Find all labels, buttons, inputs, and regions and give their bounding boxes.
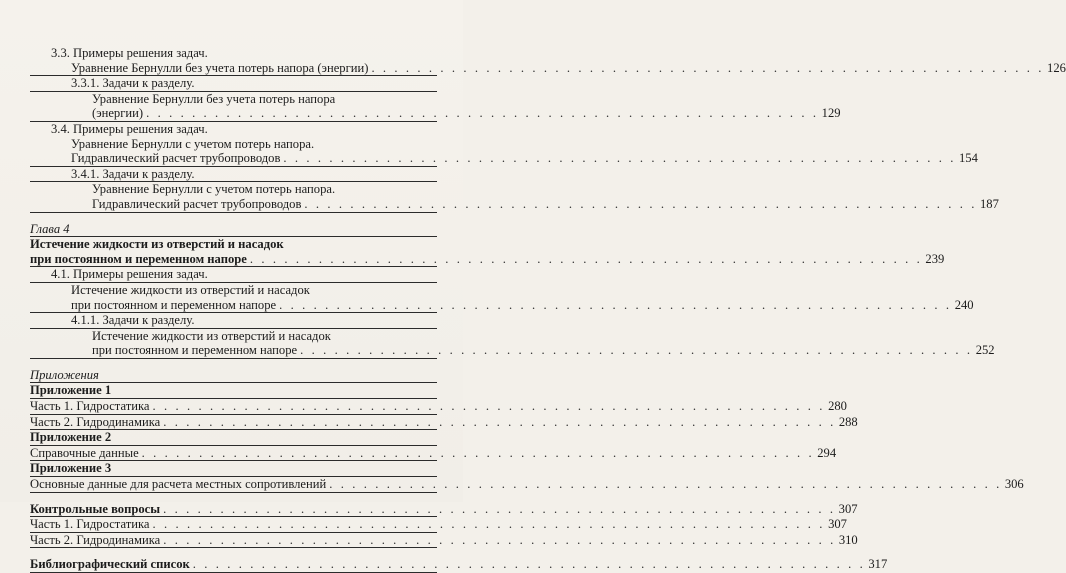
toc-leader-dots: . . . . . . . . . . . . . . . . . . . . . . . . . . . . . . . . . . . . . . . . . . . . . . . . . . . . . . . . . . . xyxy=(249,251,923,266)
toc-entry xyxy=(30,182,437,197)
toc-entry xyxy=(30,76,437,92)
toc-entry xyxy=(30,343,995,359)
toc-page-number: 252 xyxy=(975,343,995,358)
toc-entry-title: Контрольные вопросы xyxy=(30,501,161,516)
toc-entry-title: 3.3. Примеры решения задач. xyxy=(51,46,208,60)
toc-entry xyxy=(30,196,999,213)
toc-spacer xyxy=(30,493,437,502)
toc-entry-title: Библиографический список xyxy=(30,557,190,572)
toc-page-number: 306 xyxy=(1004,477,1024,492)
toc-entry xyxy=(30,517,847,533)
toc-entry xyxy=(30,167,437,183)
toc-leader-dots: . . . . . . . . . . . . . . . . . . . . . . . . . . . . . . . . . . . . . . . . . . . . . . . . . . . . . . . . . . . xyxy=(300,343,973,358)
toc-entry xyxy=(30,461,437,477)
toc-entry-title: при постоянном и переменном напоре xyxy=(71,297,277,312)
toc-entry-title: при постоянном и переменном напоре xyxy=(30,251,247,266)
toc-entry xyxy=(30,60,1066,77)
toc-entry xyxy=(30,313,437,329)
toc-entry-title: Приложение 1 xyxy=(30,383,112,398)
toc-leader-dots: . . . . . . . . . . . . . . . . . . . . . . . . . . . . . . . . . . . . . . . . . . . . . . . . . . . . . . . . . . . xyxy=(141,445,815,460)
toc-entry xyxy=(30,122,437,137)
toc-entry-title: Приложение 3 xyxy=(30,461,112,476)
toc-entry-title: Уравнение Бернулли с учетом потерь напора. xyxy=(92,182,336,197)
toc-entry-title: 3.3.1. Задачи к разделу. xyxy=(71,76,195,91)
toc-entry xyxy=(30,251,945,268)
toc-entry-title: Основные данные для расчета местных сопротивлений xyxy=(30,477,327,492)
toc-leader-dots: . . . . . . . . . . . . . . . . . . . . . . . . . . . . . . . . . . . . . . . . . . . . . . . . . . . . . . . . . . . xyxy=(152,517,826,532)
toc-entry xyxy=(30,532,858,549)
toc-entry xyxy=(30,267,437,283)
toc-leader-dots: . . . . . . . . . . . . . . . . . . . . . . . . . . . . . . . . . . . . . . . . . . . . . . . . . . . . . . . . . . . xyxy=(146,106,819,121)
toc-entry xyxy=(30,222,437,238)
toc-leader-dots: . . . . . . . . . . . . . . . . . . . . . . . . . . . . . . . . . . . . . . . . . . . . . . . . . . . . . . . . . . . xyxy=(192,557,866,572)
toc-entry-title: Часть 2. Гидродинамика xyxy=(30,414,161,429)
toc-entry-title: при постоянном и переменном напоре xyxy=(92,343,298,358)
toc-entry-title: Гидравлический расчет трубопроводов xyxy=(71,151,281,166)
toc-spacer xyxy=(30,213,437,222)
toc-leader-dots: . . . . . . . . . . . . . . . . . . . . . . . . . . . . . . . . . . . . . . . . . . . . . . . . . . . . . . . . . . . xyxy=(279,297,952,312)
toc-entry xyxy=(30,137,437,152)
toc-entry-title: 3.4. Примеры решения задач. xyxy=(51,121,208,136)
toc-entry-title: Истечение жидкости из отверстий и насадок xyxy=(30,237,284,252)
toc-entry xyxy=(30,151,978,167)
toc-entry-title: Уравнение Бернулли без учета потерь напора (энергии) xyxy=(71,60,369,75)
toc-entry xyxy=(30,283,437,298)
toc-leader-dots: . . . . . . . . . . . . . . . . . . . . . . . . . . . . . . . . . . . . . . . . . . . . . . . . . . . . . . . . . . . xyxy=(329,477,1002,492)
toc-entry xyxy=(30,445,837,462)
table-of-contents xyxy=(30,46,1066,573)
toc-entry-title: 4.1. Примеры решения задач. xyxy=(51,267,208,282)
toc-entry-title: Приложения xyxy=(30,367,99,382)
toc-entry-title: Справочные данные xyxy=(30,445,139,460)
toc-page-number: 240 xyxy=(954,297,974,312)
toc-leader-dots: . . . . . . . . . . . . . . . . . . . . . . . . . . . . . . . . . . . . . . . . . . . . . . . . . . . . . . . . . . . xyxy=(163,501,836,516)
toc-entry xyxy=(30,92,437,107)
toc-page-number: 288 xyxy=(838,414,858,429)
toc-entry-title: Часть 1. Гидростатика xyxy=(30,517,150,532)
toc-leader-dots: . . . . . . . . . . . . . . . . . . . . . . . . . . . . . . . . . . . . . . . . . . . . . . . . . . . . . . . . . . . xyxy=(163,414,836,429)
toc-page-number: 307 xyxy=(838,501,858,516)
toc-entry xyxy=(30,368,437,384)
toc-entry-title: Гидравлический расчет трубопроводов xyxy=(92,196,302,211)
toc-entry xyxy=(30,501,858,518)
toc-entry-title: Истечение жидкости из отверстий и насадок xyxy=(71,282,310,297)
toc-entry xyxy=(30,329,437,344)
toc-page-number: 239 xyxy=(925,251,945,266)
toc-entry xyxy=(30,297,974,314)
toc-page-number: 280 xyxy=(828,399,847,414)
toc-entry-title: 4.1.1. Задачи к разделу. xyxy=(71,313,195,328)
toc-spacer xyxy=(30,548,437,557)
toc-entry xyxy=(30,414,858,431)
toc-entry-title: Приложение 2 xyxy=(30,430,112,445)
toc-entry-title: 3.4.1. Задачи к разделу. xyxy=(71,166,195,181)
toc-leader-dots: . . . . . . . . . . . . . . . . . . . . . . . . . . . . . . . . . . . . . . . . . . . . . . . . . . . . . . . . . . . xyxy=(304,196,977,211)
toc-leader-dots: . . . . . . . . . . . . . . . . . . . . . . . . . . . . . . . . . . . . . . . . . . . . . . . . . . . . . . . . . . . xyxy=(152,399,826,414)
toc-entry-title: (энергии) xyxy=(92,106,144,121)
toc-entry xyxy=(30,399,847,415)
toc-entry-title: Истечение жидкости из отверстий и насадок xyxy=(92,328,331,343)
toc-leader-dots: . . . . . . . . . . . . . . . . . . . . . . . . . . . . . . . . . . . . . . . . . . . . . . . . . . . . . . . . . . . xyxy=(371,60,1045,75)
toc-entry xyxy=(30,46,437,61)
toc-entry-title: Часть 2. Гидродинамика xyxy=(30,532,161,547)
toc-spacer xyxy=(30,359,437,368)
toc-entry xyxy=(30,477,1024,493)
toc-page-number: 154 xyxy=(959,151,978,166)
toc-page-number: 187 xyxy=(980,196,999,211)
toc-page-number: 126 xyxy=(1047,60,1066,75)
toc-page-number: 307 xyxy=(828,517,847,532)
toc-page-number: 129 xyxy=(821,106,841,121)
toc-page-number: 310 xyxy=(838,532,858,547)
toc-leader-dots: . . . . . . . . . . . . . . . . . . . . . . . . . . . . . . . . . . . . . . . . . . . . . . . . . . . . . . . . . . . xyxy=(283,151,956,166)
toc-entry-title: Часть 1. Гидростатика xyxy=(30,399,150,414)
toc-entry xyxy=(30,237,437,252)
toc-entry xyxy=(30,383,437,399)
toc-entry-title: Уравнение Бернулли без учета потерь напора xyxy=(92,91,336,106)
toc-entry-title: Уравнение Бернулли с учетом потерь напора. xyxy=(71,136,315,151)
toc-entry xyxy=(30,106,841,122)
toc-page-number: 294 xyxy=(817,445,837,460)
toc-entry xyxy=(30,557,888,573)
toc-page-number: 317 xyxy=(868,557,888,572)
toc-leader-dots: . . . . . . . . . . . . . . . . . . . . . . . . . . . . . . . . . . . . . . . . . . . . . . . . . . . . . . . . . . . xyxy=(163,532,836,547)
toc-entry-title: Глава 4 xyxy=(30,221,70,236)
toc-entry xyxy=(30,430,437,446)
